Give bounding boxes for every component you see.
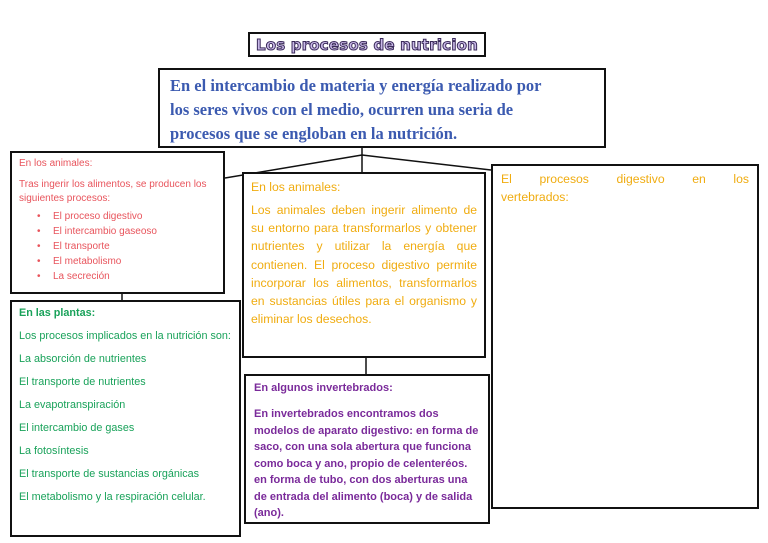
list-item: • La secreción <box>53 269 216 284</box>
list-item: Los procesos implicados en la nutrición son: <box>19 330 231 342</box>
list-item: La fotosíntesis <box>19 445 89 457</box>
invertebrates-box <box>244 374 490 524</box>
title-box <box>248 32 486 57</box>
animals-process-list <box>19 209 216 284</box>
intro-line: En el intercambio de materia y energía realizado por <box>170 76 542 95</box>
list-item: • El transporte <box>53 239 216 254</box>
vertebrates-line-1: El procesos digestivo en los <box>501 172 749 186</box>
list-item: • El intercambio gaseoso <box>53 224 216 239</box>
list-item: • El metabolismo <box>53 254 216 269</box>
list-item: La evapotranspiración <box>19 399 126 411</box>
intro-line: procesos que se engloban en la nutrición. <box>170 124 458 143</box>
list-item: • El proceso digestivo <box>53 209 216 224</box>
page-title: Los procesos de nutricion <box>255 35 479 54</box>
connector-to-vertebrates <box>362 155 491 170</box>
invertebrates-heading: En algunos invertebrados: <box>254 382 393 394</box>
digestion-heading: En los animales: <box>251 180 341 194</box>
digestion-box <box>242 172 486 358</box>
intro-line: los seres vivos con el medio, ocurren una seria de <box>170 100 514 119</box>
list-item: El transporte de nutrientes <box>19 376 146 388</box>
digestion-text: Los animales deben ingerir alimento de su entorno para transformarlos y obtener nutrientes y utilizar la energía que contienen. El proceso digestivo permite incorporar los alimentos, transformarlos en sustancias útiles para el organismo y eliminar los desechos. <box>251 203 477 327</box>
list-item: El transporte de sustancias orgánicas <box>19 468 200 480</box>
intro-box <box>158 68 606 148</box>
list-item: El metabolismo y la respiración celular. <box>19 491 206 503</box>
list-item: La absorción de nutrientes <box>19 353 147 365</box>
invertebrates-text: En invertebrados encontramos dos modelos de aparato digestivo: en forma de saco, con una sola abertura que funciona como boca y ano, propio de celenteréos. en forma de tubo, con dos aberturas una de entrada del alimento (boca) y de salida (ano). <box>254 408 479 519</box>
animals-heading: En los animales: <box>19 158 93 169</box>
animals-processes-box <box>10 151 225 294</box>
plants-box <box>10 300 241 537</box>
plants-heading: En las plantas: <box>19 307 96 319</box>
list-item: El intercambio de gases <box>19 422 135 434</box>
vertebrates-line-2: vertebrados: <box>501 190 569 204</box>
vertebrates-box <box>491 164 759 509</box>
animals-text: Tras ingerir los alimentos, se producen los siguientes procesos: <box>19 179 207 204</box>
